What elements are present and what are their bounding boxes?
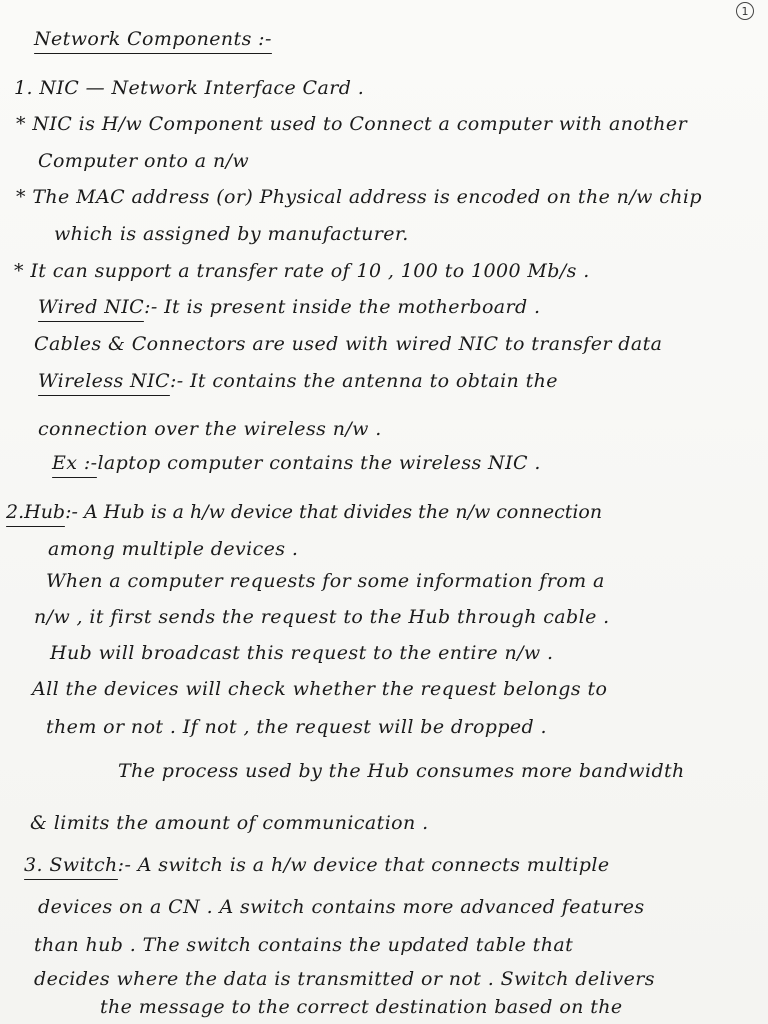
- note-line: All the devices will check whether the request belongs to: [32, 678, 608, 700]
- note-line: Cables & Connectors are used with wired NIC to transfer data: [34, 333, 663, 355]
- note-line: decides where the data is transmitted or not . Switch delivers: [34, 968, 655, 990]
- note-line: * It can support a transfer rate of 10 , 100 to 1000 Mb/s .: [14, 260, 590, 282]
- note-line: Computer onto a n/w: [38, 150, 250, 172]
- title-text: Network Components :-: [34, 28, 272, 50]
- subheading-wired-nic: Wired NIC: [38, 296, 145, 318]
- page-number: 1: [736, 2, 754, 20]
- line-text: :- It is present inside the motherboard .: [144, 296, 541, 318]
- note-line: [38, 370, 558, 392]
- example-label: Ex :-: [52, 452, 98, 474]
- note-line: the message to the correct destination based on the: [100, 996, 623, 1018]
- note-line: n/w , it first sends the request to the Hub through cable .: [34, 606, 610, 628]
- note-line: When a computer requests for some information from a: [46, 570, 605, 592]
- note-line: * The MAC address (or) Physical address is encoded on the n/w chip: [16, 186, 702, 208]
- note-line: * NIC is H/w Component used to Connect a computer with another: [16, 113, 688, 135]
- note-line: them or not . If not , the request will be dropped .: [46, 716, 547, 738]
- line-text: :- A switch is a h/w device that connects multiple: [117, 854, 610, 876]
- note-line: [52, 452, 541, 474]
- note-line: [6, 501, 602, 523]
- note-line: [24, 854, 610, 876]
- line-text: :- A Hub is a h/w device that divides the n/w connection: [65, 501, 603, 523]
- page-title: [34, 28, 272, 50]
- heading-hub: 2.Hub: [6, 501, 66, 523]
- line-text: laptop computer contains the wireless NIC .: [97, 452, 541, 474]
- note-line: than hub . The switch contains the updated table that: [34, 934, 574, 956]
- subheading-wireless-nic: Wireless NIC: [38, 370, 170, 392]
- note-line: connection over the wireless n/w .: [38, 418, 382, 440]
- note-line: among multiple devices .: [48, 538, 299, 560]
- note-line: The process used by the Hub consumes more bandwidth: [118, 760, 685, 782]
- note-line: & limits the amount of communication .: [30, 812, 429, 834]
- heading-switch: 3. Switch: [24, 854, 118, 876]
- note-line: which is assigned by manufacturer.: [54, 223, 409, 245]
- note-line: 1. NIC — Network Interface Card .: [14, 77, 365, 99]
- note-line: devices on a CN . A switch contains more advanced features: [38, 896, 645, 918]
- note-line: [38, 296, 540, 318]
- note-line: Hub will broadcast this request to the entire n/w .: [50, 642, 554, 664]
- line-text: :- It contains the antenna to obtain the: [169, 370, 558, 392]
